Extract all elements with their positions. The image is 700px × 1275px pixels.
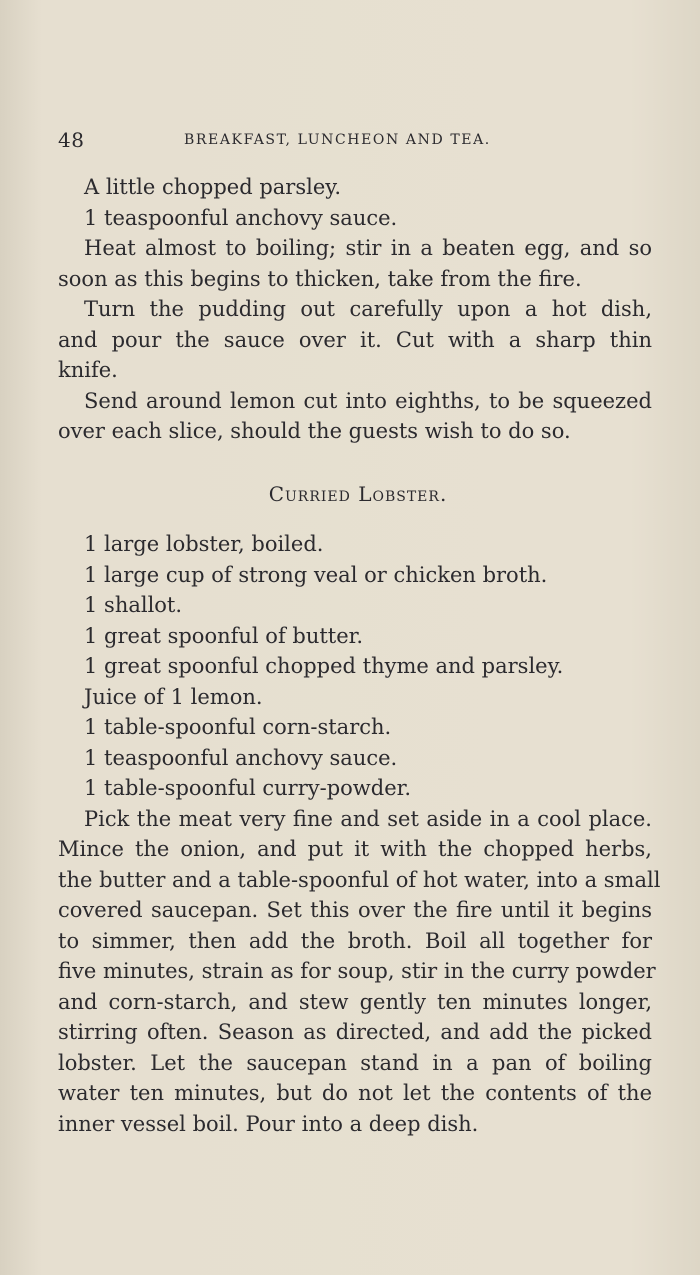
running-title: BREAKFAST, LUNCHEON AND TEA. bbox=[184, 132, 491, 148]
paragraph-line: Send around lemon cut into eighths, to be squeezed bbox=[84, 388, 652, 413]
ingredient-line: 1 large lobster, boiled. bbox=[84, 532, 324, 556]
paragraph-line: soon as this begins to thicken, take from the fire. bbox=[58, 266, 582, 291]
direction-line: Pick the meat very fine and set aside in a cool place. bbox=[84, 806, 652, 831]
paragraph-line: and pour the sauce over it. Cut with a sharp thin bbox=[58, 327, 652, 352]
direction-line: and corn-starch, and stew gently ten minutes longer, bbox=[58, 989, 652, 1014]
page-header bbox=[58, 128, 658, 158]
ingredient-line: Juice of 1 lemon. bbox=[84, 684, 263, 709]
paragraph-line: knife. bbox=[58, 358, 118, 382]
direction-line: lobster. Let the saucepan stand in a pan of boiling bbox=[58, 1050, 652, 1075]
direction-line: to simmer, then add the broth. Boil all together for bbox=[58, 928, 652, 953]
page-body bbox=[58, 172, 661, 1139]
ingredient-line: 1 great spoonful of butter. bbox=[84, 623, 364, 648]
direction-line: Mince the onion, and put it with the chopped herbs, bbox=[58, 837, 652, 861]
ingredient-line: 1 table-spoonful curry-powder. bbox=[84, 776, 412, 800]
ingredient-line: 1 large cup of strong veal or chicken broth. bbox=[84, 562, 548, 587]
paragraph-line: Heat almost to boiling; stir in a beaten egg, and so bbox=[84, 236, 652, 260]
direction-line: inner vessel boil. Pour into a deep dish. bbox=[58, 1111, 479, 1136]
ingredient-line: 1 table-spoonful corn-starch. bbox=[84, 715, 392, 739]
paragraph-line: Turn the pudding out carefully upon a hot dish, bbox=[84, 297, 652, 321]
direction-line: stirring often. Season as directed, and add the picked bbox=[58, 1020, 652, 1044]
direction-line: water ten minutes, but do not let the contents of the bbox=[58, 1081, 652, 1105]
page-number: 48 bbox=[58, 128, 85, 152]
ingredient-line: 1 teaspoonful anchovy sauce. bbox=[84, 745, 398, 770]
direction-line: covered saucepan. Set this over the fire until it begins bbox=[58, 898, 652, 922]
direction-line: the butter and a table-spoonful of hot water, into a small bbox=[58, 867, 661, 892]
ingredient-line: A little chopped parsley. bbox=[84, 175, 342, 199]
direction-line: five minutes, strain as for soup, stir in the curry powder bbox=[58, 959, 656, 983]
ingredient-line: 1 shallot. bbox=[84, 593, 183, 617]
paragraph-line: over each slice, should the guests wish to do so. bbox=[58, 419, 571, 443]
recipe-title: Curried Lobster. bbox=[268, 481, 448, 506]
ingredient-line: 1 teaspoonful anchovy sauce. bbox=[84, 205, 398, 230]
ingredient-line: 1 great spoonful chopped thyme and parsley. bbox=[84, 654, 564, 678]
